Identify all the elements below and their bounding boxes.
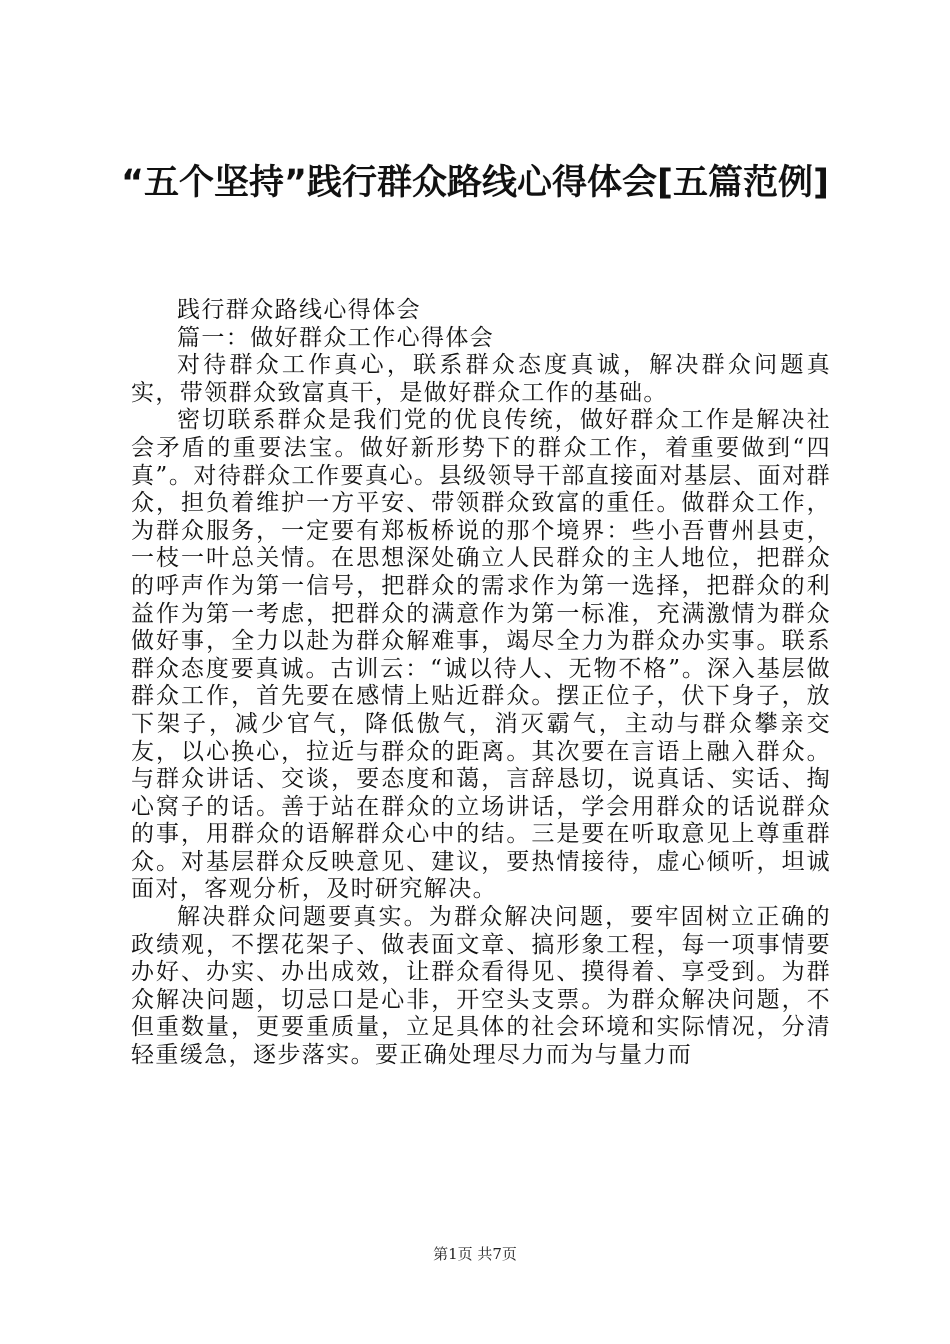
paragraph: 密切联系群众是我们党的优良传统，做好群众工作是解决社会矛盾的重要法宝。做好新形势下的群众工作，着重要做到“四真”。对待群众工作要真心。县级领导干部直接面对基层、面对群众，担负着维护一方平安、带领群众致富的重任。做群众工作，为群众服务，一定要有郑板桥说的那个境界：些小吾曹州县吏，一枝一叶总关情。在思想深处确立人民群众的主人地位，把群众的呼声作为第一信号，把群众的需求作为第一选择，把群众的利益作为第一考虑，把群众的满意作为第一标准，充满激情为群众做好事，全力以赴为群众解难事，竭尽全力为群众办实事。联系群众态度要真诚。古训云：“诚以待人、无物不格”。深入基层做群众工作，首先要在感情上贴近群众。摆正位子，伏下身子，放下架子，减少官气，降低傲气，消灭霸气，主动与群众攀亲交友，以心换心，拉近与群众的距离。其次要在言语上融入群众。与群众讲话、交谈，要态度和蔼，言辞恳切，说真话、实话、掏心窝子的话。善于站在群众的立场讲话，学会用群众的话说群众的事，用群众的语解群众心中的结。三是要在听取意见上尊重群众。对基层群众反映意见、建议，要热情接待，虚心倾听，坦诚面对，客观分析，及时研究解决。 — [131, 407, 831, 903]
document-body — [131, 297, 831, 1070]
paragraph: 对待群众工作真心，联系群众态度真诚，解决群众问题真实，带领群众致富真干，是做好群众工作的基础。 — [131, 352, 831, 406]
document-title: “五个坚持”践行群众路线心得体会[五篇范例] — [121, 163, 829, 203]
paragraph: 解决群众问题要真实。为群众解决问题，要牢固树立正确的政绩观，不摆花架子、做表面文章、搞形象工程，每一项事情要办好、办实、办出成效，让群众看得见、摸得着、享受到。为群众解决问题，切忌口是心非，开空头支票。为群众解决问题，不但重数量，更要重质量，立足具体的社会环境和实际情况，分清轻重缓急，逐步落实。要正确处理尽力而为与量力而 — [131, 904, 831, 1069]
page-number-footer: 第1页 共7页 — [433, 1245, 517, 1263]
section-heading: 篇一：做好群众工作心得体会 — [177, 324, 495, 351]
document-subtitle: 践行群众路线心得体会 — [177, 297, 421, 323]
